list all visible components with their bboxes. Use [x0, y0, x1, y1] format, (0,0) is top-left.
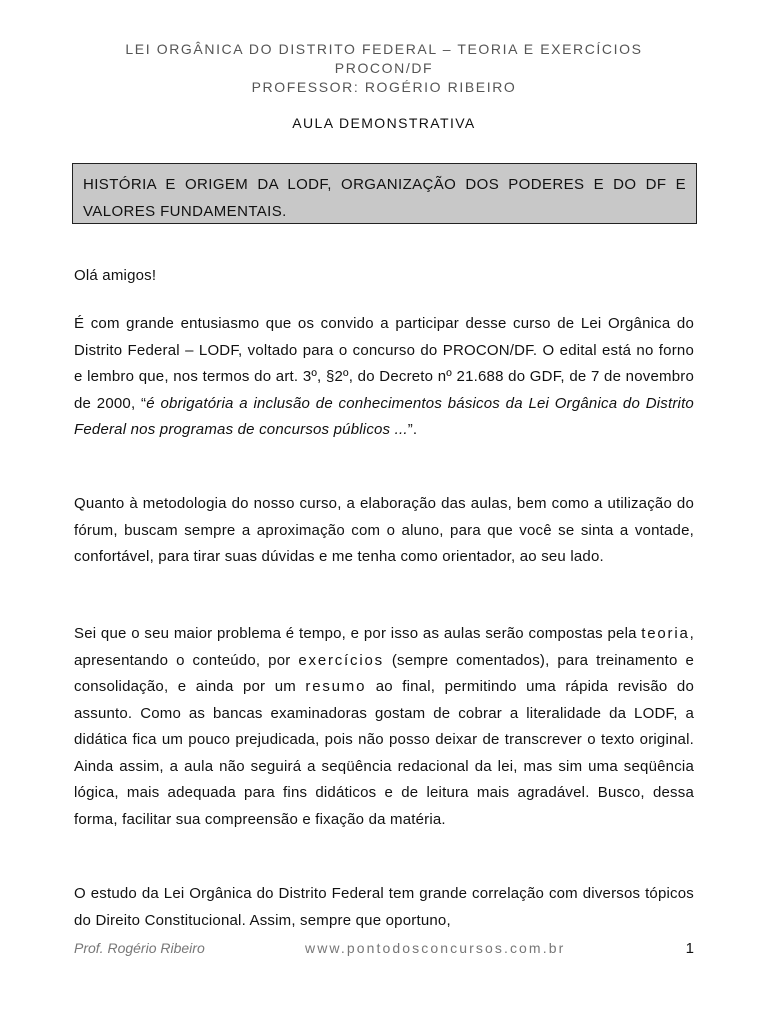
- footer-author: Prof. Rogério Ribeiro: [74, 940, 205, 956]
- greeting: Olá amigos!: [74, 267, 157, 284]
- lesson-subtitle: AULA DEMONSTRATIVA: [292, 115, 476, 131]
- paragraph-structure-part2: , apresentando o conteúdo, por: [74, 625, 694, 669]
- paragraph-intro-end: ”.: [407, 421, 418, 438]
- header-professor: PROFESSOR: ROGÉRIO RIBEIRO: [251, 79, 517, 95]
- emphasis-resumo: resumo: [305, 678, 367, 695]
- footer-website: www.pontodosconcursos.com.br: [305, 940, 566, 956]
- document-header: [0, 40, 768, 97]
- paragraph-intro: [74, 311, 694, 444]
- paragraph-methodology: Quanto à metodologia do nosso curso, a elaboração das aulas, bem como a utilização do fórum, buscam sempre a aproximação com o aluno, para que você se sinta a vontade, confortável, para tirar suas dúvidas e me tenha como orientador, ao seu lado.: [74, 495, 694, 565]
- paragraph-intro-quote: é obrigatória a inclusão de conhecimentos básicos da Lei Orgânica do Distrito Federal nos programas de concursos públicos ...: [74, 394, 694, 438]
- document-footer: [74, 940, 694, 960]
- paragraph-intro-text: É com grande entusiasmo que os convido a participar desse curso de Lei Orgânica do Distrito Federal – LODF, voltado para o concurso do PROCON/DF. O edital está no forno e lembro que, nos termos do art. 3º, §2º, do Decreto nº 21.688 do GDF, de 7 de novembro de 2000, “: [74, 315, 694, 412]
- paragraph-structure-part4: ao final, permitindo uma rápida revisão do assunto. Como as bancas examinadoras gostam de cobrar a literalidade da LODF, a didática fica um pouco prejudicada, pois não posso deixar de transcrever o texto original. Ainda assim, a aula não seguirá a seqüência redacional da lei, mas sim uma seqüência lógica, mais adequada para fins didáticos e de leitura mais agradável. Busco, dessa forma, facilitar sua compreensão e fixação da matéria.: [74, 678, 694, 828]
- emphasis-exercicios: exercícios: [298, 651, 384, 669]
- emphasis-teoria: teoria: [641, 625, 690, 642]
- header-course-title: LEI ORGÂNICA DO DISTRITO FEDERAL – TEORIA E EXERCÍCIOS: [125, 41, 643, 57]
- paragraph-structure-part3: (sempre comentados), para treinamento e consolidação, e ainda por um: [74, 651, 695, 695]
- header-exam-name: PROCON/DF: [334, 60, 434, 76]
- page-number: 1: [685, 940, 694, 957]
- paragraph-structure: [74, 621, 694, 833]
- paragraph-correlation: O estudo da Lei Orgânica do Distrito Federal tem grande correlação com diversos tópicos do Direito Constitucional. Assim, sempre que oportuno,: [74, 885, 694, 929]
- topic-box: HISTÓRIA E ORIGEM DA LODF, ORGANIZAÇÃO DOS PODERES E DO DF E VALORES FUNDAMENTAIS.: [72, 163, 697, 224]
- paragraph-structure-part1: Sei que o seu maior problema é tempo, e por isso as aulas serão compostas pela: [74, 625, 642, 642]
